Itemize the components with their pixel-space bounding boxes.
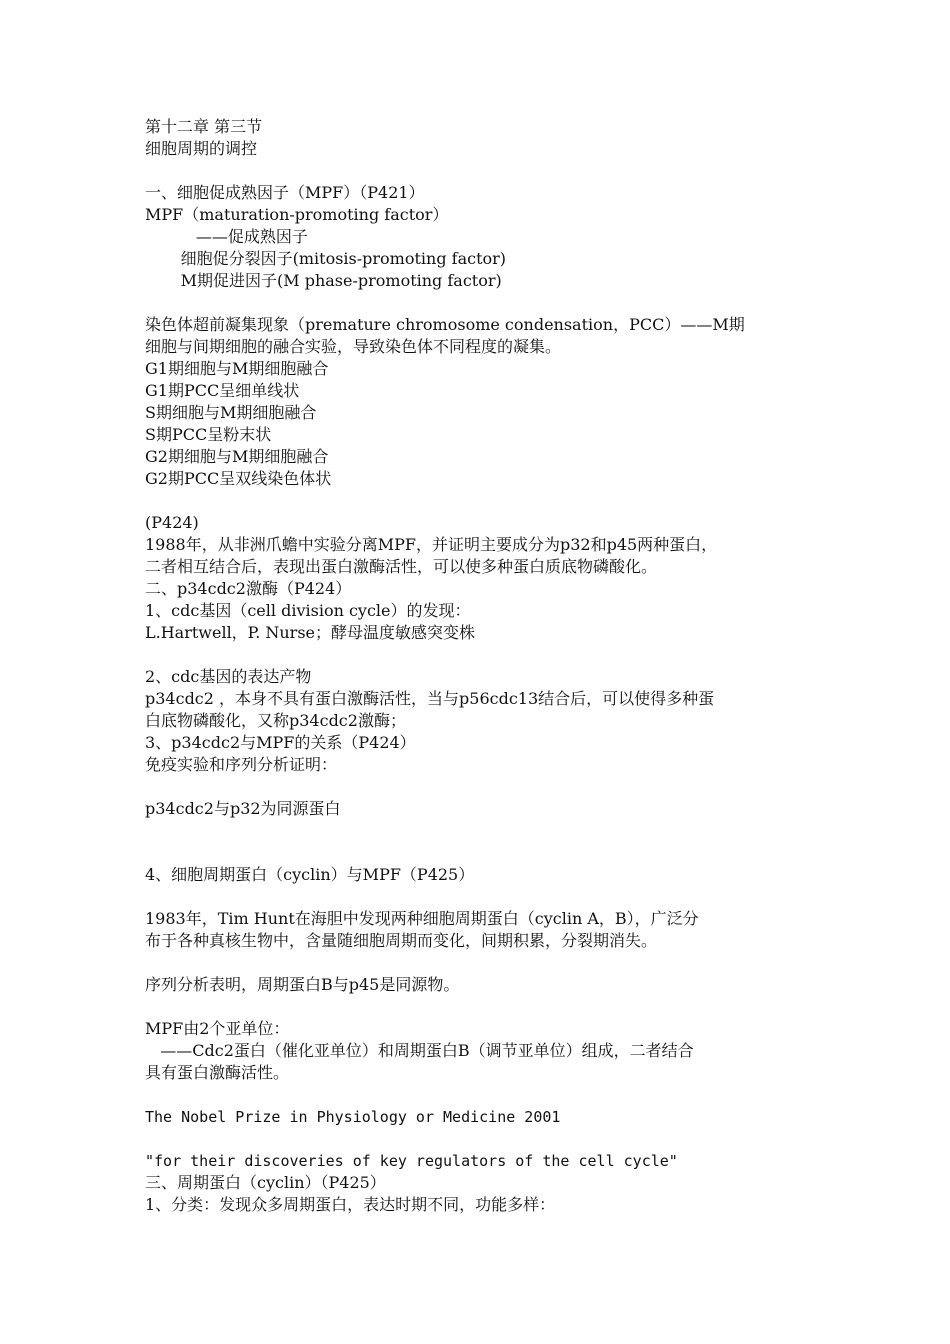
text-line: G2期细胞与M期细胞融合 xyxy=(145,447,329,466)
heading-p34cdc2: 二、p34cdc2激酶（P424） xyxy=(145,579,352,598)
nobel-prize-line: The Nobel Prize in Physiology or Medicine 2001 xyxy=(145,1108,561,1126)
text-line: MPF由2个亚单位： xyxy=(145,1019,290,1038)
text-line: 1988年，从非洲爪蟾中实验分离MPF，并证明主要成分为p32和p45两种蛋白， xyxy=(145,535,718,554)
text-line: S期细胞与M期细胞融合 xyxy=(145,403,317,422)
text-line: L.Hartwell，P. Nurse；酵母温度敏感突变株 xyxy=(145,623,476,642)
heading-mpf: 一、细胞促成熟因子（MPF）（P421） xyxy=(145,183,425,202)
text-line: M期促进因子(M phase-promoting factor) xyxy=(145,271,502,290)
text-line: 免疫实验和序列分析证明： xyxy=(145,755,338,774)
text-line: 1、cdc基因（cell division cycle）的发现： xyxy=(145,601,471,620)
text-line: p34cdc2 ，本身不具有蛋白激酶活性，当与p56cdc13结合后，可以使得多种蛋 xyxy=(145,689,715,708)
text-line: 布于各种真核生物中，含量随细胞周期而变化，间期积累，分裂期消失。 xyxy=(145,931,658,950)
nobel-quote: "for their discoveries of key regulators of the cell cycle" xyxy=(145,1152,678,1170)
text-line: 具有蛋白激酶活性。 xyxy=(145,1063,290,1082)
text-line: G1期细胞与M期细胞融合 xyxy=(145,359,329,378)
text-line: 1、分类：发现众多周期蛋白，表达时期不同，功能多样： xyxy=(145,1195,556,1214)
text-line: 细胞与间期细胞的融合实验，导致染色体不同程度的凝集。 xyxy=(145,337,562,356)
text-line: G2期PCC呈双线染色体状 xyxy=(145,469,332,488)
text-line: G1期PCC呈细单线状 xyxy=(145,381,300,400)
text-line: 细胞促分裂因子(mitosis-promoting factor) xyxy=(145,249,507,268)
section-title: 细胞周期的调控 xyxy=(145,139,258,158)
text-line: 染色体超前凝集现象（premature chromosome condensation，PCC）——M期 xyxy=(145,315,745,334)
text-line: 序列分析表明，周期蛋白B与p45是同源物。 xyxy=(145,975,460,994)
text-line: S期PCC呈粉末状 xyxy=(145,425,272,444)
text-line: (P424) xyxy=(145,513,199,532)
text-line: MPF（maturation-promoting factor） xyxy=(145,205,449,224)
text-line: ——Cdc2蛋白（催化亚单位）和周期蛋白B（调节亚单位）组成，二者结合 xyxy=(145,1041,694,1060)
text-line: 二者相互结合后，表现出蛋白激酶活性，可以使多种蛋白质底物磷酸化。 xyxy=(145,557,658,576)
text-line: 3、p34cdc2与MPF的关系（P424） xyxy=(145,733,416,752)
text-line: ——促成熟因子 xyxy=(145,227,308,246)
text-line: 2、cdc基因的表达产物 xyxy=(145,667,312,686)
chapter-heading: 第十二章 第三节 xyxy=(145,117,263,136)
text-line: 1983年，Tim Hunt在海胆中发现两种细胞周期蛋白（cyclin A，B），广泛分 xyxy=(145,909,699,928)
text-line: 4、细胞周期蛋白（cyclin）与MPF（P425） xyxy=(145,865,475,884)
text-line: p34cdc2与p32为同源蛋白 xyxy=(145,799,341,818)
text-line: 白底物磷酸化，又称p34cdc2激酶； xyxy=(145,711,406,730)
heading-cyclin: 三、周期蛋白（cyclin）（P425） xyxy=(145,1173,386,1192)
